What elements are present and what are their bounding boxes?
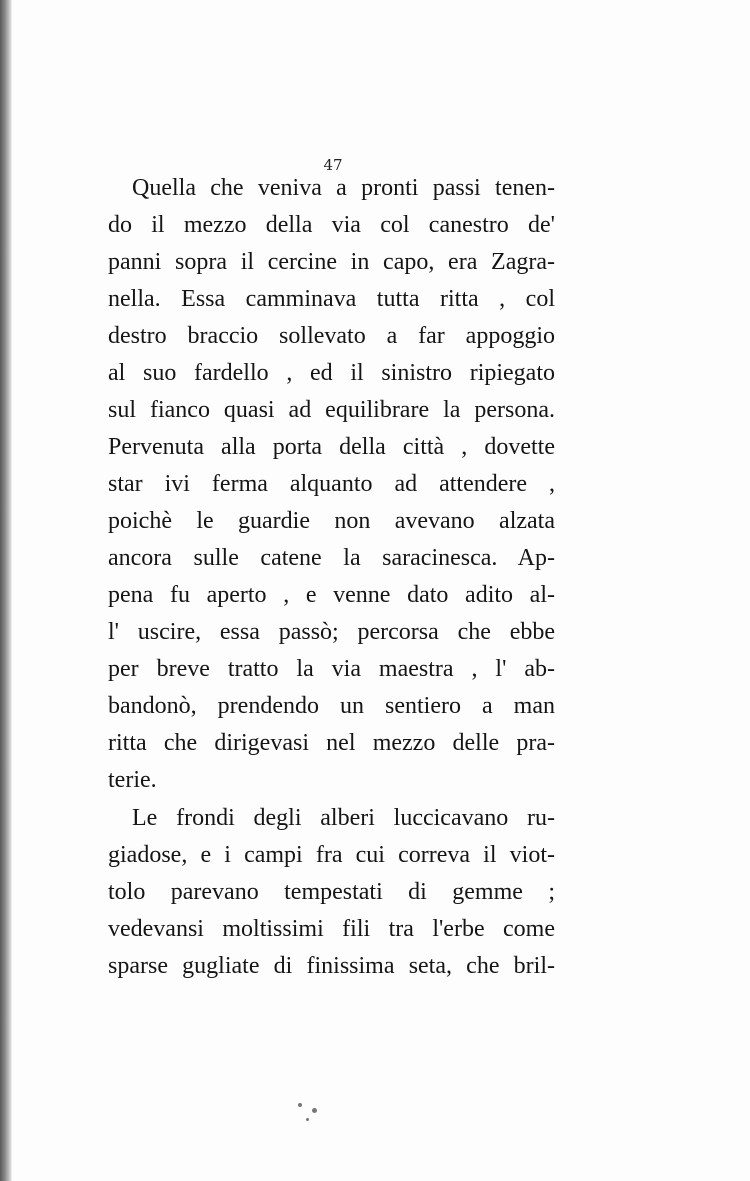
text-line: ritta che dirigevasi nel mezzo delle pra- <box>108 730 555 756</box>
text-line: l' uscire, essa passò; percorsa che ebbe <box>108 619 555 645</box>
paper-speck <box>306 1118 309 1121</box>
text-line: sul fianco quasi ad equilibrare la persona. <box>108 397 555 423</box>
text-line: Quella che veniva a pronti passi tenen- <box>132 175 555 201</box>
text-line: star ivi ferma alquanto ad attendere , <box>108 471 555 497</box>
text-line: nella. Essa camminava tutta ritta , col <box>108 286 555 312</box>
paper-speck <box>298 1103 302 1107</box>
text-line: vedevansi moltissimi fili tra l'erbe come <box>108 916 555 942</box>
text-line: terie. <box>108 767 157 793</box>
text-line: Le frondi degli alberi luccicavano ru- <box>132 805 555 831</box>
text-line: poichè le guardie non avevano alzata <box>108 508 555 534</box>
paper-speck <box>312 1108 317 1113</box>
page-number: 47 <box>323 156 343 174</box>
text-line: al suo fardello , ed il sinistro ripiegato <box>108 360 555 386</box>
text-line: pena fu aperto , e venne dato adito al- <box>108 582 555 608</box>
text-line: giadose, e i campi fra cui correva il viot- <box>108 842 555 868</box>
text-line: ancora sulle catene la saracinesca. Ap- <box>108 545 555 571</box>
text-line: sparse gugliate di finissima seta, che bril- <box>108 953 555 979</box>
text-line: per breve tratto la via maestra , l' ab- <box>108 656 555 682</box>
text-line: tolo parevano tempestati di gemme ; <box>108 879 555 905</box>
text-line: Pervenuta alla porta della città , dovette <box>108 434 555 460</box>
text-line: panni sopra il cercine in capo, era Zagra- <box>108 249 555 275</box>
text-line: destro braccio sollevato a far appoggio <box>108 323 555 349</box>
text-line: do il mezzo della via col canestro de' <box>108 212 555 238</box>
text-line: bandonò, prendendo un sentiero a man <box>108 693 555 719</box>
